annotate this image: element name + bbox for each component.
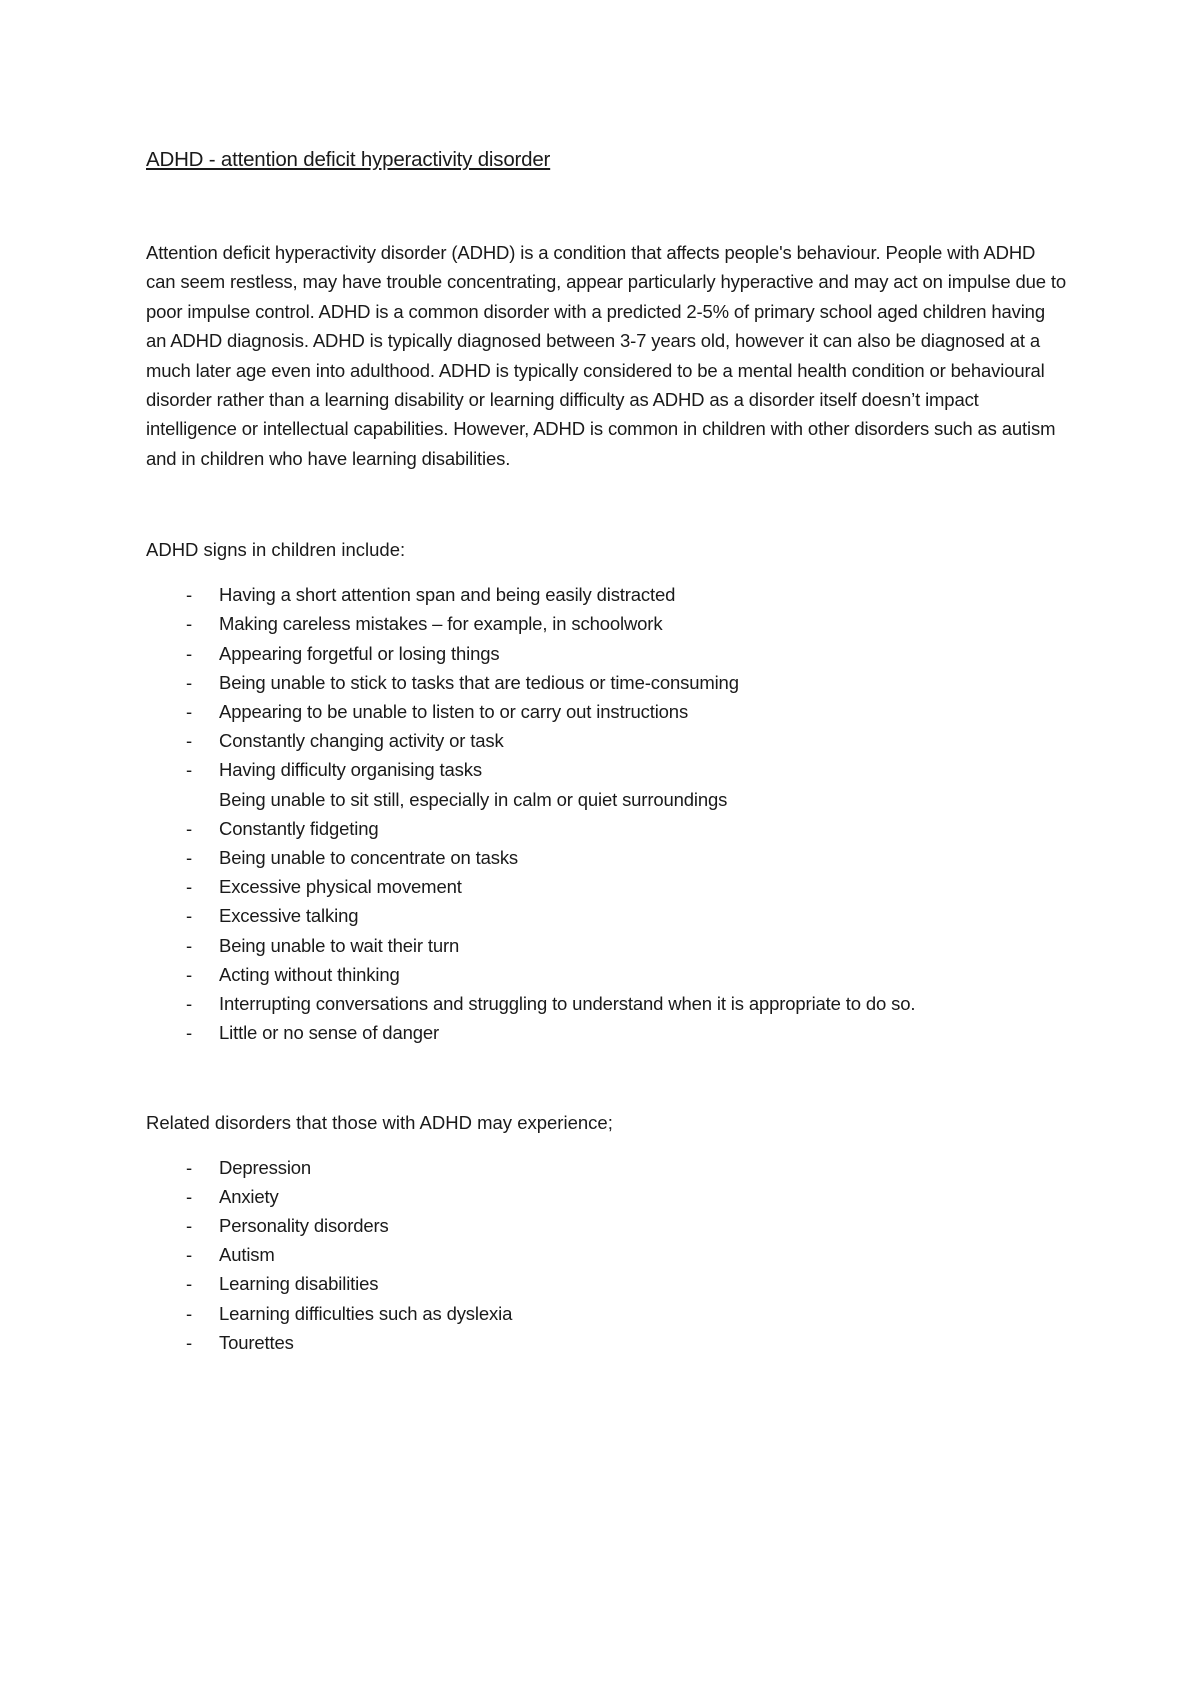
sign-list-item-text: Excessive physical movement — [219, 876, 462, 898]
sign-list-item-text: Acting without thinking — [219, 963, 400, 985]
sign-list-item — [146, 755, 1066, 784]
related-disorder-item-text: Autism — [219, 1244, 275, 1266]
sign-list-item-text: Being unable to sit still, especially in calm or quiet surroundings — [219, 788, 728, 810]
sign-list-item — [146, 814, 1066, 843]
sign-list-item-text: Appearing to be unable to listen to or carry out instructions — [219, 701, 689, 723]
dash-bullet: - — [186, 1156, 193, 1178]
signs-heading: ADHD signs in children include: — [146, 539, 406, 561]
dash-bullet: - — [186, 817, 193, 839]
dash-bullet: - — [186, 1022, 193, 1044]
related-disorder-item — [146, 1240, 1066, 1269]
sign-list-item-text: Being unable to concentrate on tasks — [219, 847, 519, 869]
sign-list-item-text: Being unable to wait their turn — [219, 934, 460, 956]
related-disorder-item — [146, 1328, 1066, 1357]
sign-list-item — [146, 901, 1066, 930]
document-title: ADHD - attention deficit hyperactivity disorder — [146, 148, 551, 171]
signs-list — [146, 580, 1066, 1047]
dash-bullet: - — [186, 584, 193, 606]
sign-list-item-text: Excessive talking — [219, 905, 359, 927]
dash-bullet: - — [186, 613, 193, 635]
dash-bullet: - — [186, 993, 193, 1015]
sign-list-item — [146, 1018, 1066, 1047]
sign-list-item-text: Constantly changing activity or task — [219, 730, 504, 752]
dash-bullet: - — [186, 847, 193, 869]
intro-paragraph: Attention deficit hyperactivity disorder (ADHD) is a condition that affects people's behaviour. People with ADHD can seem restless, may have trouble concentrating, appear particularly hyperactive and may act on impulse due to poor impulse control. ADHD is a common disorder with a predicted 2-5% of primary school aged children having an ADHD diagnosis. ADHD is typically diagnosed between 3-7 years old, however it can also be diagnosed at a much later age even into adulthood. ADHD is typically considered to be a mental health condition or behavioural disorder rather than a learning disability or learning difficulty as ADHD as a disorder itself doesn’t impact intelligence or intellectual capabilities. However, ADHD is common in children with other disorders such as autism and in children who have learning disabilities. — [146, 242, 1066, 469]
sign-list-item-text: Little or no sense of danger — [219, 1022, 440, 1044]
dash-bullet: - — [186, 1273, 193, 1295]
related-disorder-item — [146, 1153, 1066, 1182]
sign-list-item — [146, 580, 1066, 609]
related-disorder-item — [146, 1299, 1066, 1328]
related-disorders-list — [146, 1153, 1066, 1357]
sign-list-item — [146, 989, 1066, 1018]
dash-bullet: - — [186, 905, 193, 927]
sign-list-item — [146, 668, 1066, 697]
dash-bullet: - — [186, 934, 193, 956]
sign-list-item — [146, 843, 1066, 872]
sign-list-item-text: Making careless mistakes – for example, in schoolwork — [219, 613, 663, 635]
sign-list-item-text: Interrupting conversations and struggling to understand when it is appropriate to do so. — [219, 993, 916, 1015]
related-disorder-item-text: Depression — [219, 1156, 312, 1178]
sign-list-item-text: Being unable to stick to tasks that are tedious or time-consuming — [219, 671, 739, 693]
related-disorder-item-text: Tourettes — [219, 1331, 294, 1353]
sign-list-item-text: Having difficulty organising tasks — [219, 759, 482, 781]
dash-bullet: - — [186, 876, 193, 898]
sign-list-item — [146, 960, 1066, 989]
dash-bullet: - — [186, 1244, 193, 1266]
document-body — [146, 146, 1066, 1357]
related-disorder-item-text: Learning difficulties such as dyslexia — [219, 1302, 513, 1324]
related-disorder-item-text: Anxiety — [219, 1185, 279, 1207]
dash-bullet: - — [186, 1214, 193, 1236]
sign-list-item — [146, 726, 1066, 755]
dash-bullet: - — [186, 963, 193, 985]
sign-list-item-text: Appearing forgetful or losing things — [219, 642, 500, 664]
dash-bullet: - — [186, 759, 193, 781]
related-disorder-item — [146, 1269, 1066, 1298]
related-disorder-item-text: Personality disorders — [219, 1214, 389, 1236]
related-heading: Related disorders that those with ADHD may experience; — [146, 1111, 613, 1133]
dash-bullet: - — [186, 1331, 193, 1353]
related-disorder-item — [146, 1211, 1066, 1240]
related-disorder-item — [146, 1182, 1066, 1211]
sign-list-item — [146, 872, 1066, 901]
dash-bullet: - — [186, 701, 193, 723]
related-disorder-item-text: Learning disabilities — [219, 1273, 379, 1295]
sign-list-item — [146, 697, 1066, 726]
dash-bullet: - — [186, 1185, 193, 1207]
sign-list-item — [146, 639, 1066, 668]
dash-bullet: - — [186, 671, 193, 693]
sign-list-item-text: Having a short attention span and being easily distracted — [219, 584, 676, 606]
dash-bullet: - — [186, 1302, 193, 1324]
sign-list-item-text: Constantly fidgeting — [219, 817, 379, 839]
sign-list-item — [146, 931, 1066, 960]
dash-bullet: - — [186, 642, 193, 664]
sign-list-item — [146, 785, 1066, 814]
dash-bullet: - — [186, 730, 193, 752]
sign-list-item — [146, 609, 1066, 638]
